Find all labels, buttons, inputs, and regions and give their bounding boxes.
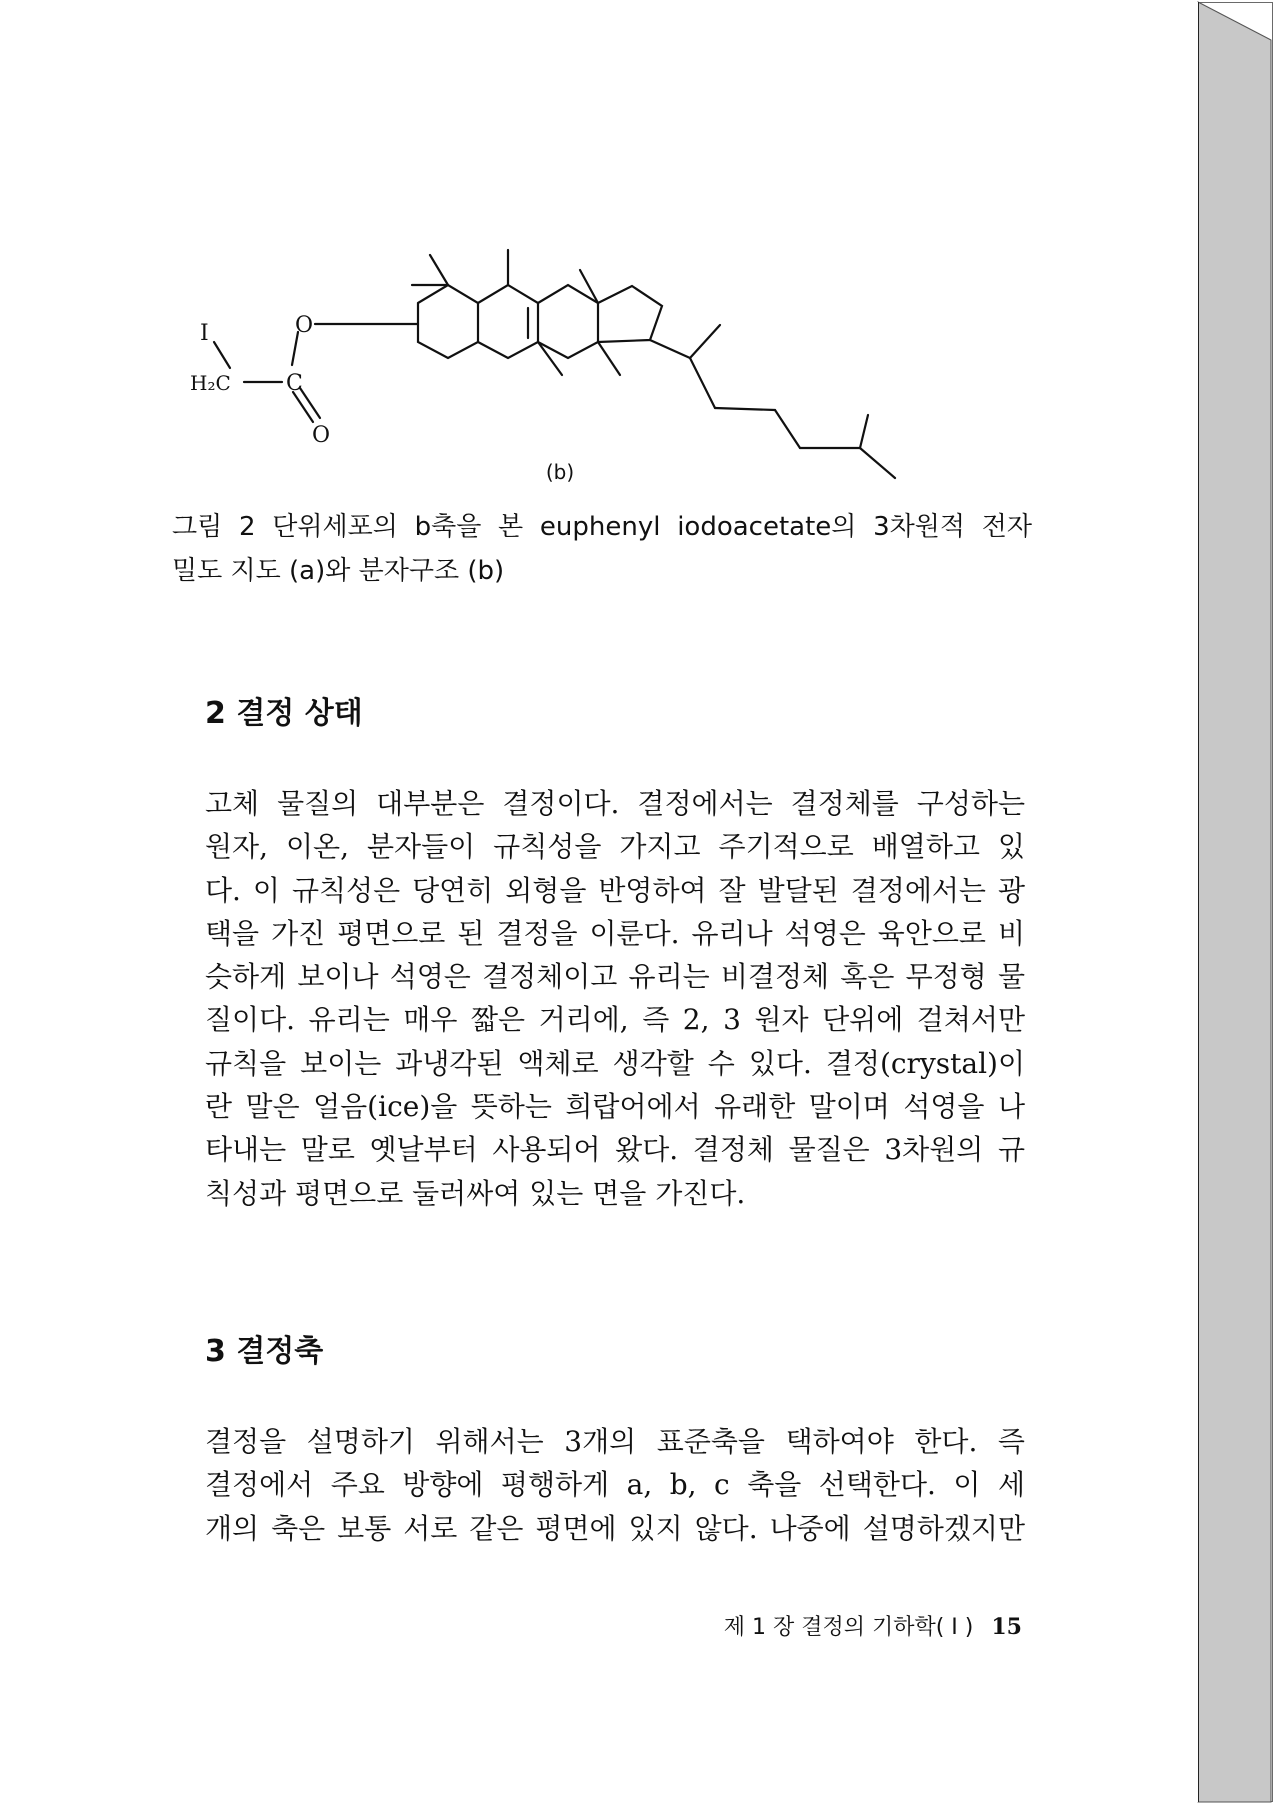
paragraph-line: 칙성과 평면으로 둘러싸여 있는 면을 가진다. xyxy=(205,1176,746,1210)
atom-iodine: I xyxy=(200,321,209,346)
caption-line-1: 그림 2 단위세포의 b축을 본 euphenyl iodoacetate의 3차원적 전자 xyxy=(172,512,1032,542)
paragraph-line: 고체 물질의 대부분은 결정이다. 결정에서는 결정체를 구성하는 xyxy=(205,787,1025,820)
paragraph-line: 란 말은 얼음(ice)을 뜻하는 희랍어에서 유래한 말이며 석영을 나 xyxy=(205,1090,1025,1124)
figure-sub-label: (b) xyxy=(545,460,575,484)
ring-c xyxy=(538,285,598,358)
paragraph-line: 결정에서 주요 방향에 평행하게 a, b, c 축을 선택한다. 이 세 xyxy=(205,1468,1025,1502)
section-3-heading: 3 결정축 xyxy=(205,1334,324,1369)
ring-a xyxy=(418,285,478,358)
ring-d xyxy=(598,286,662,342)
paragraph-line: 규칙을 보이는 과냉각된 액체로 생각할 수 있다. 결정(crystal)이 xyxy=(205,1046,1025,1080)
atom-carbon: C xyxy=(286,371,303,396)
paragraph-line: 타내는 말로 옛날부터 사용되어 왔다. 결정체 물질은 3차원의 규 xyxy=(205,1133,1025,1167)
paragraph-line: 택을 가진 평면으로 된 결정을 이룬다. 유리나 석영은 육안으로 비 xyxy=(205,916,1025,950)
paragraph-line: 결정을 설명하기 위해서는 3개의 표준축을 택하여야 한다. 즉 xyxy=(205,1425,1025,1458)
figure-caption xyxy=(172,505,1032,593)
paragraph-line: 질이다. 유리는 매우 짧은 거리에, 즉 2, 3 원자 단위에 걸쳐서만 xyxy=(205,1003,1025,1037)
atom-ch2: H₂C xyxy=(190,371,231,395)
atom-oxygen-ester: O xyxy=(295,313,314,338)
paragraph-line: 원자, 이온, 분자들이 규칙성을 가지고 주기적으로 배열하고 있 xyxy=(205,830,1025,864)
section-2-heading: 2 결정 상태 xyxy=(205,696,363,731)
molecular-structure-diagram xyxy=(190,200,1000,500)
section-2-paragraph xyxy=(205,782,1025,1215)
paragraph-line: 다. 이 규칙성은 당연히 외형을 반영하여 잘 발달된 결정에서는 광 xyxy=(205,873,1025,907)
page-footer xyxy=(724,1610,1022,1641)
paragraph-line: 개의 축은 보통 서로 같은 평면에 있지 않다. 나중에 설명하겠지만 xyxy=(205,1511,1025,1545)
paragraph-line: 슷하게 보이나 석영은 결정체이고 유리는 비결정체 혹은 무정형 물 xyxy=(205,960,1025,994)
running-footer-chapter: 제 1 장 결정의 기하학( I ) xyxy=(723,1615,974,1640)
atom-oxygen-carbonyl: O xyxy=(312,423,331,448)
page-number: 15 xyxy=(991,1614,1022,1640)
section-3-paragraph xyxy=(205,1420,1025,1550)
caption-line-2: 밀도 지도 (a)와 분자구조 (b) xyxy=(172,556,505,586)
